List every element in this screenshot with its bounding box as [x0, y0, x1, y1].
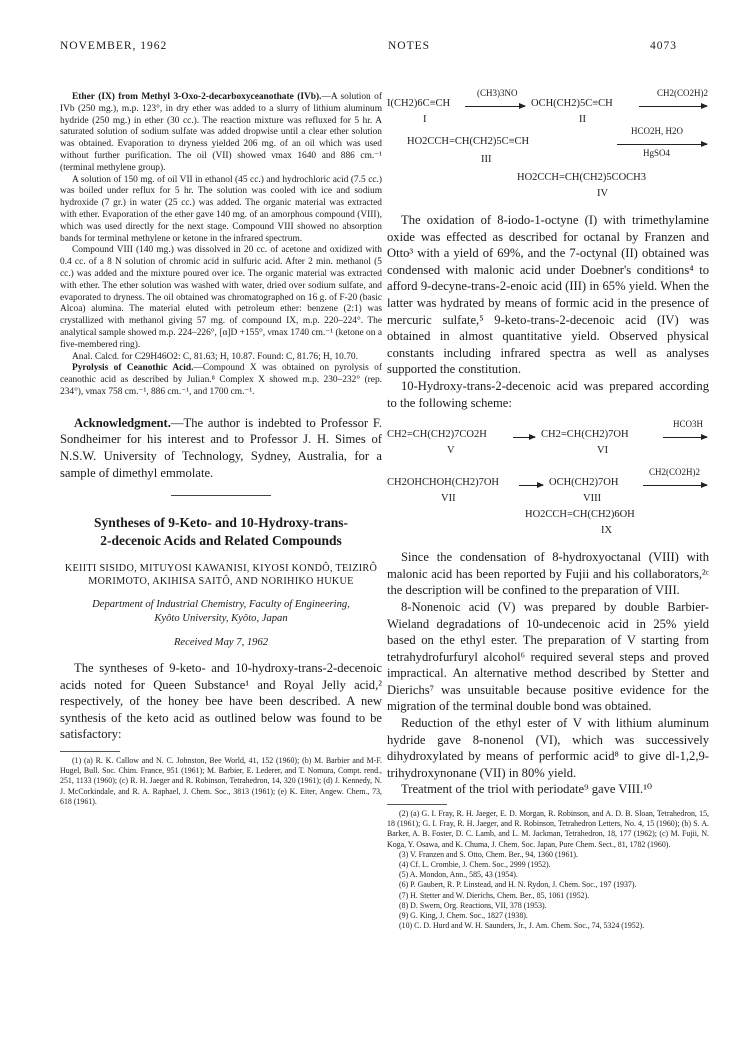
- compound-VIII-formula: OCH(CH2)7OH: [549, 477, 619, 489]
- article-title-line-1: Syntheses of 9-Keto- and 10-Hydroxy-trans-: [94, 515, 348, 531]
- compound-VI-label: VI: [597, 445, 609, 457]
- footnote-4: (4) Cf. L. Crombie, J. Chem. Soc., 2999 (1952).: [399, 860, 551, 870]
- paragraph-text: —A solution of IVb (250 mg.), m.p. 123°, in dry ether was added to a slurry of lithium aluminum hydride (250 mg.) in ether (30 cc.). The reaction mixture was refluxed for 5 hr. A saturated solution of sodium sulfate was added dropwise until a clear ether solution was obtained. Evaporation to dryness yielded 206 mg. of an oil which was used without further purification. The oil (VII) showed νmax 1640 and 886 cm.⁻¹ (terminal methylene group).: [60, 92, 382, 173]
- footnote-divider: [387, 804, 447, 805]
- article-authors: [60, 562, 382, 588]
- compound-I-label: I: [423, 114, 427, 125]
- reagent-performic-acid: HCO3H: [673, 419, 704, 430]
- footnote-9: (9) G. King, J. Chem. Soc., 1827 (1938).: [399, 911, 528, 921]
- reagent-malonic-acid: CH2(CO2H)2: [657, 88, 708, 98]
- reaction-arrow: [643, 485, 707, 486]
- footnote-1: (1) (a) R. K. Callow and N. C. Johnston, Bee World, 41, 152 (1960); (b) M. Barbier and M-F. Hugel, Bull. Soc. Chim. France, 951 (1961); M. Barbier, E. Lederer, and T. Nomura, Compt. rend., 251, 1133 (1960); (c) R. H. Jaeger and R. Robinson, Tetrahedron, 14, 320 (1961); (d) J. Kennedy, N. J. McCorkindale, and R. A. Raphael, J. Chem. Soc., 3813 (1961); (e) K. Eiter, Angew. Chem., 73, 618 (1961).: [60, 756, 382, 806]
- reaction-arrow: [513, 437, 535, 438]
- compound-VI-formula: CH2=CH(CH2)7OH: [541, 429, 629, 441]
- running-header-date: NOVEMBER, 1962: [60, 40, 168, 52]
- article-title-line-2: 2-decenoic Acids and Related Compounds: [100, 533, 342, 549]
- reagent-mercuric-sulfate: HgSO4: [643, 148, 671, 158]
- footnote-8: (8) D. Swern, Org. Reactions, VII, 378 (1953).: [399, 900, 547, 910]
- compound-VIII-label: VIII: [583, 493, 602, 505]
- body-paragraph-condensation: Since the condensation of 8-hydroxyoctanal (VIII) with malonic acid has been reported by Fujii and his collaborators,²ᶜ the description will be confined to the preparation of VIII.: [387, 550, 709, 598]
- acknowledgment-lead: Acknowledgment.: [74, 415, 171, 430]
- left-column: [60, 92, 382, 807]
- reaction-arrow: [663, 437, 707, 438]
- paragraph-text: —Compound X was obtained on pyrolysis of ceanothic acid as described by Julian.⁸ Complex X showed m.p. 230–232° (rep. 234°), νmax 758 cm.⁻¹, 886 cm.⁻¹, and 1700 cm.⁻¹.: [60, 363, 382, 397]
- authors-line-2: MORIMOTO, AKIHISA SAITÔ, AND NORIHIKO HUKUE: [88, 576, 354, 588]
- compound-IV-formula: HO2CCH=CH(CH2)5COCH3: [517, 172, 647, 183]
- affiliation-line-2: Kyôto University, Kyôto, Japan: [154, 612, 288, 624]
- compound-IX-label: IX: [601, 525, 613, 537]
- article-title: [60, 514, 382, 550]
- experimental-paragraph-analysis: Anal. Calcd. for C29H46O2: C, 81.63; H, 10.87. Found: C, 81.76; H, 10.70.: [72, 351, 358, 362]
- acknowledgment: [60, 415, 382, 481]
- footnote-5: (5) A. Mondon, Ann., 585, 43 (1954).: [399, 870, 518, 880]
- footnote-divider: [60, 751, 120, 752]
- compound-III-label: III: [481, 154, 492, 165]
- body-paragraph-hydroxy-intro: 10-Hydroxy-trans-2-decenoic acid was prepared according to the following scheme:: [387, 378, 709, 410]
- reaction-arrow: [617, 144, 707, 145]
- experimental-paragraph-oxidation: Compound VIII (140 mg.) was dissolved in 20 cc. of acetone and oxidized with 0.4 cc. of a 8 N solution of chromic acid in sulfuric acid. After 2 min. methanol (5 cc.) was added and the mixture poured over ice. The organic material was extracted with ether. The ether solution was washed with water, dried over sodium sulfate, and evaporated to dryness. The oil obtained was chromatographed on 16 g. of F-20 (basic Alcoa) alumina. The material eluted with petroleum ether: benzene (2:1) was crystallized with methanol giving 57 mg. of compound IX, m.p. 220–224°. The analytical sample showed m.p. 224–226°, [α]D +155°, νmax 1740 cm.⁻¹ (ketone on a five-membered ring).: [60, 245, 382, 350]
- paragraph-lead: Pyrolysis of Ceanothic Acid.: [72, 363, 194, 374]
- paragraph-lead: Ether (IX) from Methyl 3-Oxo-2-decarboxyceanothate (IVb).: [72, 92, 322, 102]
- experimental-paragraph-pyrolysis: [60, 363, 382, 398]
- body-paragraph-periodate: Treatment of the triol with periodate⁹ gave VIII.¹⁰: [401, 782, 653, 797]
- right-column: [387, 88, 709, 931]
- compound-IX-formula: HO2CCH=CH(CH2)6OH: [525, 509, 635, 521]
- article-intro: The syntheses of 9-keto- and 10-hydroxy-trans-2-decenoic acids noted for Queen Substance¹ and Royal Jelly acid,² respectively, of the honey bee have been described. A new synthesis of the keto acid as outlined below was found to be satisfactory:: [60, 661, 382, 742]
- compound-V-formula: CH2=CH(CH2)7CO2H: [387, 429, 487, 441]
- reaction-scheme-keto-acid: [387, 88, 709, 204]
- experimental-paragraph-ether: [60, 92, 382, 175]
- reagent-trimethylamine-oxide: (CH3)3NO: [477, 88, 518, 98]
- acknowledgment-text: —The author is indebted to Professor F. Sondheimer for his interest and to Professor J. H. Simes of N.S.W. University of Technology, Sydney, Australia, for a sample of dimethyl emmolate.: [60, 415, 382, 480]
- affiliation-line-1: Department of Industrial Chemistry, Faculty of Engineering,: [92, 599, 350, 611]
- experimental-paragraph-hydrolysis: A solution of 150 mg. of oil VII in ethanol (45 cc.) and hydrochloric acid (7.5 cc.) was boiled under reflux for 5 hr. The solution was cooled with ice and sodium hydroxide (7 gr.) in water (25 cc.) was added. The organic material was extracted with ether. Evaporation of the ether gave 140 mg. of an amorphous compound (VIII), which was used directly for the next stage. Compound VIII showed no absorption bands for terminal methylene or ketone in the infrared spectrum.: [60, 174, 382, 244]
- compound-II-label: II: [579, 114, 586, 125]
- footnote-6: (6) P. Gaubert, R. P. Linstead, and H. N. Rydon, J. Chem. Soc., 197 (1937).: [399, 880, 637, 890]
- compound-II-formula: OCH(CH2)5C≡CH: [531, 98, 613, 109]
- section-divider: [171, 495, 271, 496]
- footnote-10: (10) C. D. Hurd and W. H. Saunders, Jr., J. Am. Chem. Soc., 74, 5324 (1952).: [399, 921, 645, 931]
- compound-I-formula: I(CH2)6C≡CH: [387, 98, 451, 109]
- body-paragraph-oxidation: The oxidation of 8-iodo-1-octyne (I) with trimethylamine oxide was effected as described for octanal by Franzen and Otto³ with a yield of 69%, and the 7-octynal (II) obtained was condensed with malonic acid under Doebner's conditions⁴ to afford 9-decyne-trans-2-enoic acid (III) in 65% yield. When the latter was hydrated by means of formic acid in the presence of mercuric sulfate,⁵ 9-keto-trans-2-decenoic acid (IV) was obtained in almost quantitative yield. Observed physical constants including infrared spectra as well as analyses supported the constitution.: [387, 213, 709, 377]
- page-number: 4073: [650, 40, 677, 52]
- compound-VII-label: VII: [441, 493, 456, 505]
- footnote-3: (3) V. Franzen and S. Otto, Chem. Ber., 94, 1360 (1961).: [399, 849, 578, 859]
- footnote-7: (7) H. Stetter and W. Dierichs, Chem. Ber., 85, 1061 (1952).: [399, 890, 590, 900]
- reagent-malonic-acid: CH2(CO2H)2: [649, 467, 700, 478]
- compound-V-label: V: [447, 445, 455, 457]
- reaction-scheme-hydroxy-acid: [387, 415, 709, 539]
- reagent-formic-acid: HCO2H, H2O: [631, 126, 684, 136]
- authors-line-1: KEIITI SISIDO, MITUYOSI KAWANISI, KIYOSI KONDÔ, TEIZIRÔ: [64, 563, 378, 575]
- received-date: Received May 7, 1962: [173, 637, 269, 649]
- reaction-arrow: [465, 106, 525, 107]
- body-paragraph-nonenoic-acid: 8-Nonenoic acid (V) was prepared by double Barbier-Wieland degradations of 10-undecenoic acid in 25% yield based on the ethyl ester. The preparation of V starting from tetrahydrofurfuryl alcohol⁶ required several steps and proved impractical. An alternative method described by Stetter and Dierichs⁷ was unsuitable because positive evidence for the migration of the terminal double bond was obtained.: [387, 599, 709, 714]
- compound-IV-label: IV: [597, 188, 609, 199]
- compound-VII-formula: CH2OHCHOH(CH2)7OH: [387, 477, 499, 489]
- running-header-section: NOTES: [388, 40, 431, 52]
- body-paragraph-reduction: Reduction of the ethyl ester of V with lithium aluminum hydride gave 8-nonenol (VI), which was successively dihydroxylated by means of performic acid⁸ to give dl-1,2,9-trihydroxynonane (VII) in 80% yield.: [387, 716, 709, 780]
- footnote-2: (2) (a) G. I. Fray, R. H. Jaeger, E. D. Morgan, R. Robinson, and A. D. B. Sloan, Tetrahedron, 15, 18 (1961); G. I. Fray, R. H. Jaeger, and R. Robinson, Tetrahedron Letters, No. 4, 15 (1960); (b) S. A. Barker, A. B. Foster, D. C. Lamb, and L. M. Jackman, Tetrahedron, 18, 177 (1962); (c) M. Fujii, N. Koga, Y. Osawa, and K. Chuma, J. Chem. Soc. Japan, Pure Chem. Sect., 81, 1782 (1960).: [387, 809, 709, 849]
- reaction-arrow: [519, 485, 543, 486]
- affiliation: [60, 598, 382, 625]
- reaction-arrow: [639, 106, 707, 107]
- compound-III-formula: HO2CCH=CH(CH2)5C≡CH: [407, 136, 530, 147]
